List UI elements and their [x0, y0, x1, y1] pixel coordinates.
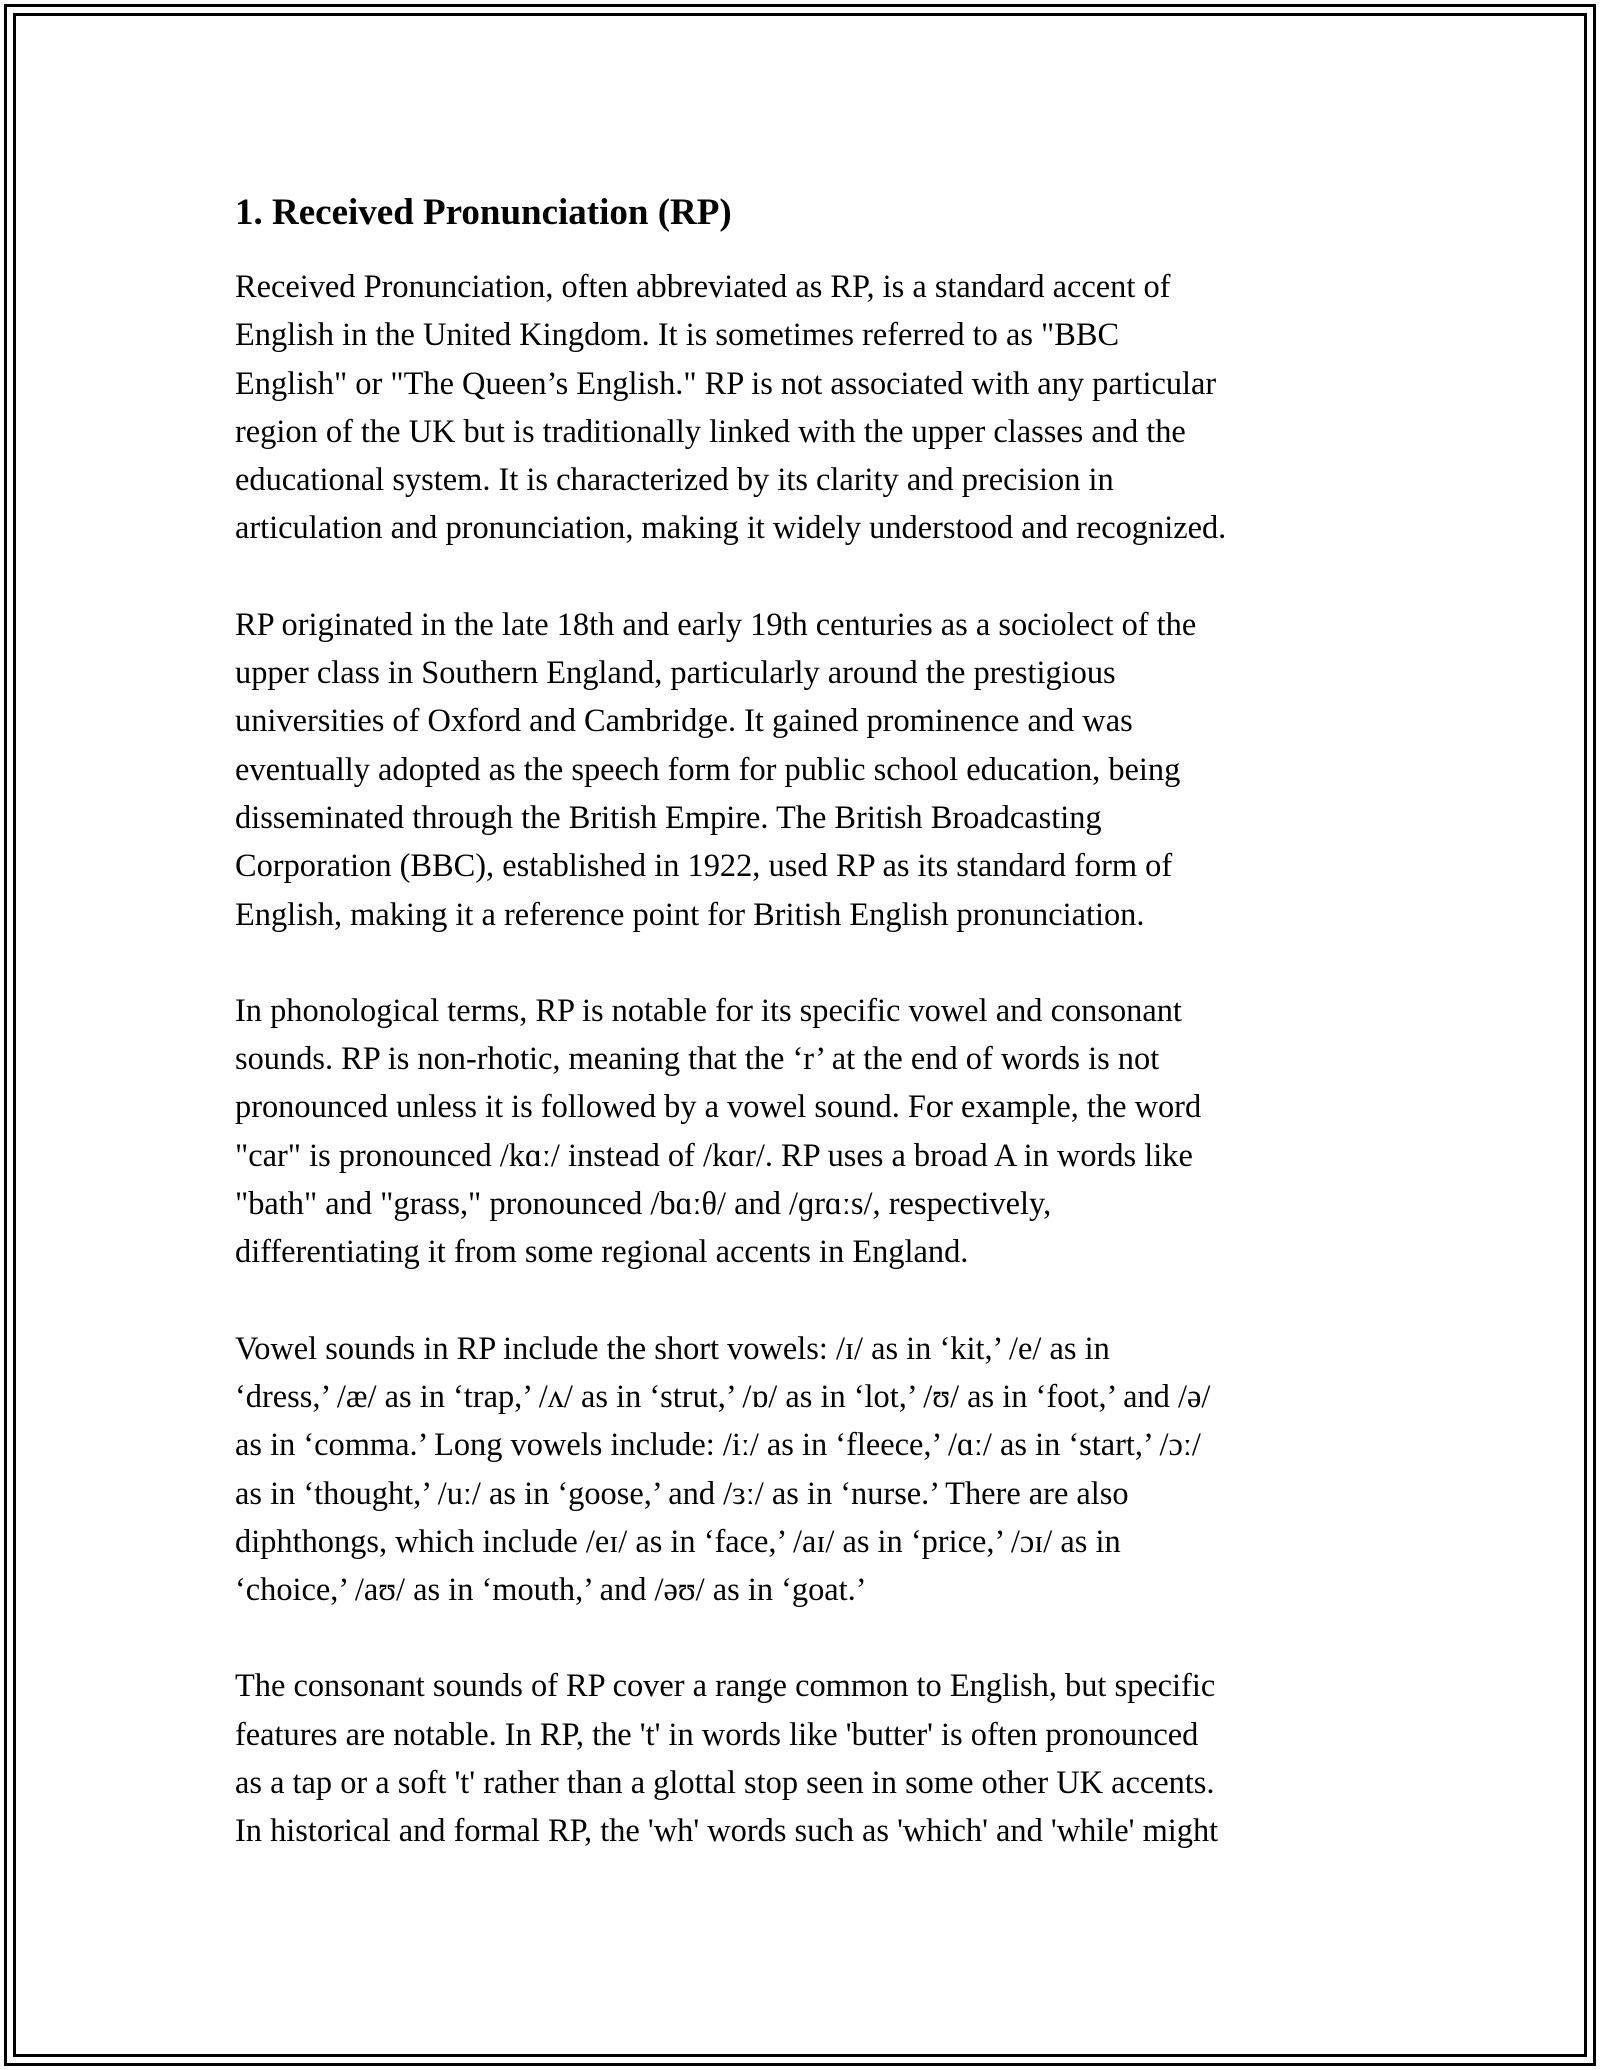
paragraph-rp-consonants: The consonant sounds of RP cover a range common to English, but specific features are notable. In RP, the 't' in words like 'butter' is often pronounced as a tap or a soft 't' rather than a glottal stop seen in some other UK accents. In historical and formal RP, the 'wh' words such as 'which' and 'while' might — [235, 1668, 1219, 1850]
section-heading: 1. Received Pronunciation (RP) — [235, 192, 732, 233]
paragraph-rp-phonology: In phonological terms, RP is notable for its specific vowel and consonant sounds. RP is non-rhotic, meaning that the ‘r’ at the end of words is not pronounced unless it is followed by a vowel sound. For example, the word "car" is pronounced /kɑː/ instead of /kɑr/. RP uses a broad A in words like "bath" and "grass," pronounced /bɑːθ/ and /ɡrɑːs/, respectively, differentiating it from some regional accents in England. — [235, 992, 1202, 1271]
document-body — [235, 185, 1395, 1904]
paragraph-rp-vowels: Vowel sounds in RP include the short vowels: /ɪ/ as in ‘kit,’ /e/ as in ‘dress,’ /æ/ as in ‘trap,’ /ʌ/ as in ‘strut,’ /ɒ/ as in ‘lot,’ /ʊ/ as in ‘foot,’ and /ə/ as in ‘comma.’ Long vowels include: /iː/ as in ‘fleece,’ /ɑː/ as in ‘start,’ /ɔː/ as in ‘thought,’ /uː/ as in ‘goose,’ and /ɜː/ as in ‘nurse.’ There are also diphthongs, which include /eɪ/ as in ‘face,’ /aɪ/ as in ‘price,’ /ɔɪ/ as in ‘choice,’ /aʊ/ as in ‘mouth,’ and /əʊ/ as in ‘goat.’ — [235, 1330, 1211, 1609]
paragraph-rp-definition: Received Pronunciation, often abbreviated as RP, is a standard accent of English in the United Kingdom. It is sometimes referred to as "BBC English" or "The Queen’s English." RP is not associated with any particular region of the UK but is traditionally linked with the upper classes and the educational system. It is characterized by its clarity and precision in articulation and pronunciation, making it widely understood and recognized. — [235, 269, 1227, 547]
paragraph-rp-origin: RP originated in the late 18th and early 19th centuries as a sociolect of the upper class in Southern England, particularly around the prestigious universities of Oxford and Cambridge. It gained prominence and was eventually adopted as the speech form for public school education, being disseminated through the British Empire. The British Broadcasting Corporation (BBC), established in 1922, used RP as its standard form of English, making it a reference point for British English pronunciation. — [235, 606, 1197, 933]
